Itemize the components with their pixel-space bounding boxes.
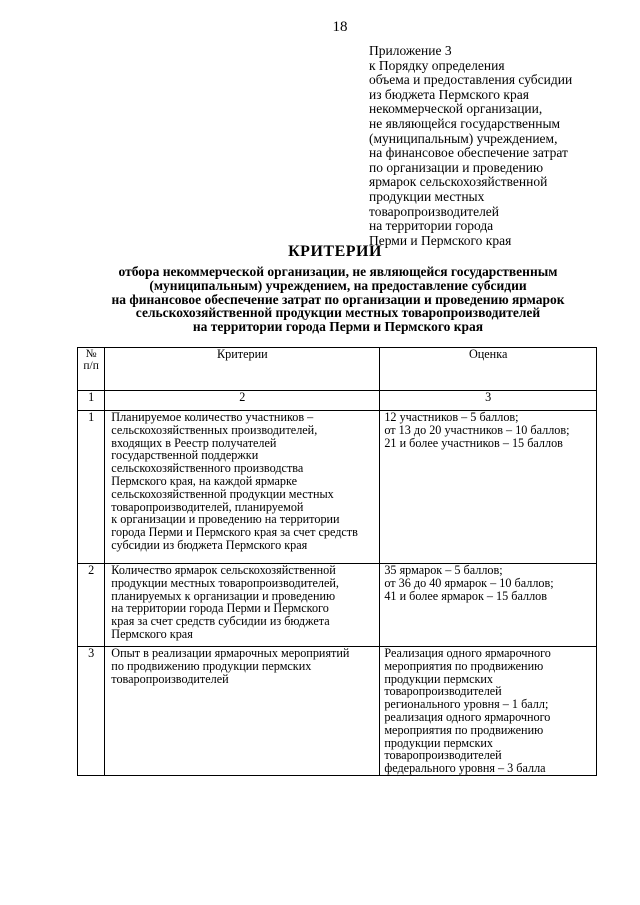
criteria-line: Количество ярмарок сельскохозяйственной — [111, 563, 336, 577]
criteria-line: города Перми и Пермского края за счет средств — [111, 525, 358, 540]
score-cell — [380, 647, 597, 776]
criteria-line: товаропроизводителей — [111, 671, 229, 686]
row-number: 3 — [78, 647, 105, 776]
score-cell — [380, 411, 597, 564]
criteria-cell — [105, 564, 380, 647]
index-cell: 1 — [78, 391, 105, 411]
score-line: 41 и более ярмарок – 15 баллов — [384, 588, 548, 603]
criteria-line: Пермского края — [111, 626, 193, 641]
subtitle-line: на финансовое обеспечение затрат по организации и проведению ярмарок — [111, 291, 565, 307]
criteria-line: сельскохозяйственной продукции местных — [111, 486, 334, 501]
score-line: 12 участников – 5 баллов; — [384, 410, 519, 424]
index-cell: 2 — [105, 391, 380, 411]
document-title: КРИТЕРИИ — [288, 243, 382, 260]
criteria-line: Опыт в реализации ярмарочных мероприятий — [111, 646, 350, 660]
criteria-cell — [105, 647, 380, 776]
subtitle-line: отбора некоммерческой организации, не являющейся государственным — [118, 264, 558, 279]
score-line: товаропроизводителей — [384, 748, 502, 763]
appendix-line: некоммерческой организации, — [369, 101, 543, 117]
header-number-symbol: № — [85, 348, 97, 360]
score-line: реализация одного ярмарочного — [384, 709, 551, 724]
header-score: Оценка — [380, 348, 597, 391]
appendix-line: Перми и Пермского края — [369, 232, 512, 248]
criteria-line: Пермского края, на каждой ярмарке — [111, 473, 297, 488]
criteria-line: Планируемое количество участников – — [111, 410, 314, 424]
appendix-line: не являющейся государственным — [369, 115, 561, 131]
criteria-table — [77, 347, 597, 776]
appendix-line: на территории города — [369, 218, 494, 234]
score-line: продукции пермских — [384, 735, 494, 750]
table-row — [78, 564, 597, 647]
appendix-note — [369, 44, 629, 248]
score-line: федерального уровня – 3 балла — [384, 761, 546, 776]
score-line: продукции пермских — [384, 671, 494, 686]
score-line: 21 и более участников – 15 баллов — [384, 435, 563, 450]
criteria-cell — [105, 411, 380, 564]
appendix-line: товаропроизводителей — [369, 203, 500, 219]
criteria-line: продукции местных товаропроизводителей, — [111, 575, 339, 590]
header-number-abbr: п/п — [83, 360, 99, 372]
criteria-line: сельскохозяйственного производства — [111, 461, 304, 476]
subtitle-line: сельскохозяйственной продукции местных товаропроизводителей — [135, 305, 541, 321]
criteria-line: планируемых к организации и проведению — [111, 588, 336, 603]
appendix-line: из бюджета Пермского края — [369, 86, 529, 102]
appendix-line: продукции местных — [369, 188, 485, 204]
table-header-row — [78, 348, 597, 391]
row-number: 1 — [78, 411, 105, 564]
score-line: от 13 до 20 участников – 10 баллов; — [384, 422, 570, 437]
table-row — [78, 647, 597, 776]
score-line: мероприятия по продвижению — [384, 722, 544, 737]
score-cell — [380, 564, 597, 647]
appendix-line: (муниципальным) учреждением, — [369, 130, 558, 146]
appendix-line: ярмарок сельскохозяйственной — [369, 174, 548, 190]
table-index-row — [78, 391, 597, 411]
header-criteria: Критерии — [105, 348, 380, 391]
table-row — [78, 411, 597, 564]
appendix-line: на финансовое обеспечение затрат — [369, 145, 568, 161]
row-number: 2 — [78, 564, 105, 647]
criteria-line: товаропроизводителей, планируемой — [111, 499, 304, 514]
score-line: мероприятия по продвижению — [384, 658, 544, 673]
criteria-line: края за счет средств субсидии из бюджета — [111, 614, 330, 629]
page-number: 18 — [332, 19, 348, 35]
score-line: товаропроизводителей — [384, 684, 502, 699]
criteria-line: государственной поддержки — [111, 448, 259, 463]
criteria-line: на территории города Перми и Пермского — [111, 601, 329, 616]
criteria-line: к организации и проведению на территории — [111, 512, 340, 527]
appendix-line: Приложение 3 — [369, 43, 452, 58]
criteria-line: сельскохозяйственных производителей, — [111, 422, 318, 437]
score-line: Реализация одного ярмарочного — [384, 646, 551, 660]
subtitle-line: на территории города Перми и Пермского края — [192, 319, 484, 335]
score-line: от 36 до 40 ярмарок – 10 баллов; — [384, 575, 554, 590]
document-subtitle — [0, 265, 640, 334]
subtitle-line: (муниципальным) учреждением, на предоставление субсидии — [149, 277, 527, 293]
criteria-line: субсидии из бюджета Пермского края — [111, 537, 308, 552]
appendix-line: объема и предоставления субсидии — [369, 72, 573, 88]
index-cell: 3 — [380, 391, 597, 411]
criteria-line: по продвижению продукции пермских — [111, 658, 312, 673]
score-line: регионального уровня – 1 балл; — [384, 697, 549, 712]
score-line: 35 ярмарок – 5 баллов; — [384, 563, 503, 577]
appendix-line: к Порядку определения — [369, 57, 505, 73]
appendix-line: по организации и проведению — [369, 159, 544, 175]
criteria-line: входящих в Реестр получателей — [111, 435, 277, 450]
header-number — [78, 348, 105, 391]
